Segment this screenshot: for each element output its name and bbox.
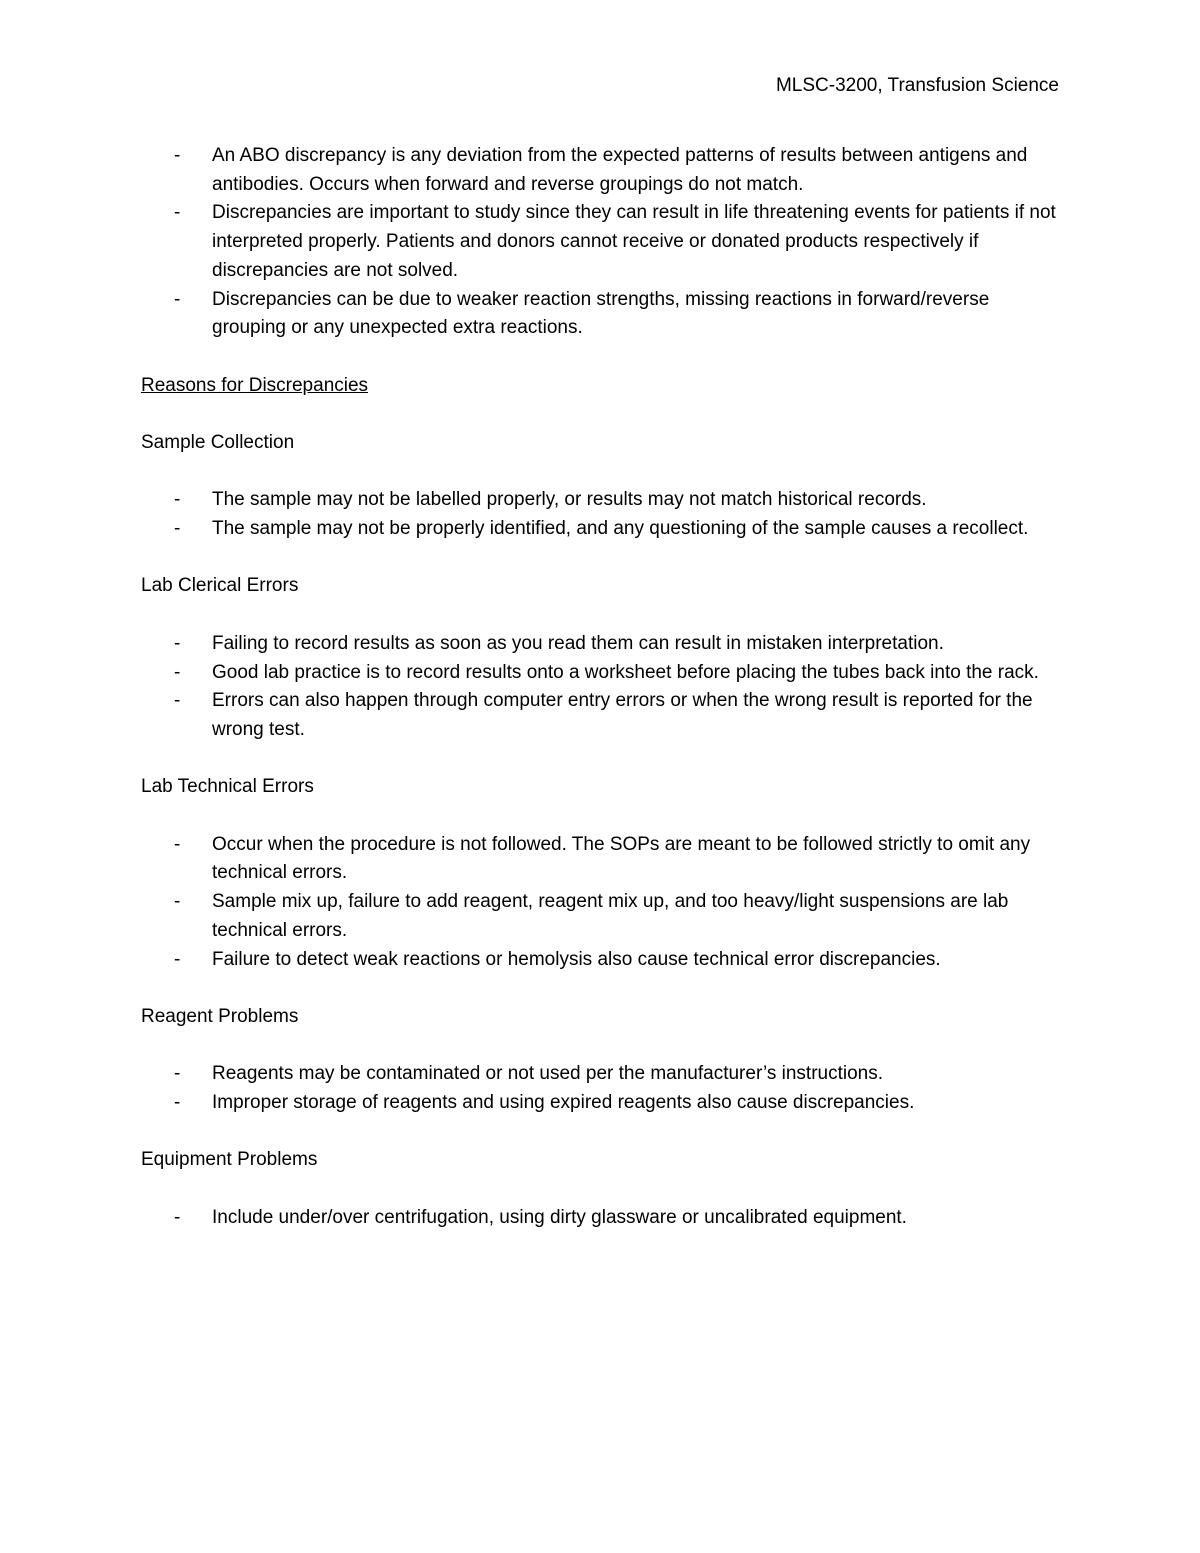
list-item — [141, 142, 1061, 199]
list-item-text: Occur when the procedure is not followed. The SOPs are meant to be followed strictly to omit any technical errors. — [212, 833, 1031, 884]
dash-marker: - — [174, 1092, 181, 1114]
list-item-text: Sample mix up, failure to add reagent, reagent mix up, and too heavy/light suspensions are lab technical errors. — [212, 891, 1009, 941]
equipment-problems-heading: Equipment Problems — [141, 1149, 318, 1171]
list-item — [141, 630, 1061, 659]
dash-marker: - — [174, 1206, 181, 1228]
list-item-text: The sample may not be labelled properly, or results may not match historical records. — [212, 489, 927, 511]
list-item — [141, 1060, 1061, 1089]
dash-marker: - — [174, 690, 181, 712]
equipment-problems-list — [141, 1204, 1061, 1233]
dash-marker: - — [174, 833, 181, 855]
dash-marker: - — [174, 1063, 181, 1085]
list-item-text: The sample may not be properly identified, and any questioning of the sample causes a recollect. — [212, 518, 1029, 540]
list-item — [141, 1204, 1061, 1233]
technical-errors-list — [141, 831, 1061, 975]
sample-collection-list — [141, 486, 1061, 543]
dash-marker: - — [174, 632, 181, 654]
list-item — [141, 286, 1061, 343]
reagent-problems-heading: Reagent Problems — [141, 1005, 299, 1027]
dash-marker: - — [174, 288, 181, 310]
list-item — [141, 888, 1061, 945]
list-item — [141, 1089, 1061, 1118]
list-item-text: Discrepancies can be due to weaker reaction strengths, missing reactions in forward/reverse grouping or any unexpected extra reactions. — [212, 288, 990, 339]
dash-marker: - — [174, 202, 181, 224]
intro-list — [141, 142, 1061, 343]
list-item — [141, 831, 1061, 888]
running-header: MLSC-3200, Transfusion Science — [775, 75, 1059, 96]
list-item — [141, 486, 1061, 515]
reagent-problems-list — [141, 1060, 1061, 1117]
list-item-text: Reagents may be contaminated or not used per the manufacturer’s instructions. — [212, 1063, 884, 1085]
dash-marker: - — [174, 145, 181, 166]
list-item-text: Improper storage of reagents and using expired reagents also cause discrepancies. — [212, 1092, 915, 1114]
reasons-heading: Reasons for Discrepancies — [141, 374, 369, 396]
list-item-text: Errors can also happen through computer entry errors or when the wrong result is reported for the wrong test. — [212, 690, 1033, 740]
dash-marker: - — [174, 489, 181, 511]
list-item — [141, 199, 1061, 285]
technical-errors-heading: Lab Technical Errors — [141, 776, 314, 798]
dash-marker: - — [174, 661, 181, 683]
list-item-text: Failing to record results as soon as you read them can result in mistaken interpretation. — [212, 632, 944, 654]
list-item — [141, 687, 1061, 744]
sample-collection-heading: Sample Collection — [141, 432, 295, 453]
list-item — [141, 659, 1061, 688]
clerical-errors-heading: Lab Clerical Errors — [141, 575, 299, 597]
clerical-errors-list — [141, 630, 1061, 745]
list-item — [141, 946, 1061, 975]
list-item-text: An ABO discrepancy is any deviation from the expected patterns of results between antigens and antibodies. Occurs when forward and reverse groupings do not match. — [212, 145, 1028, 195]
list-item-text: Failure to detect weak reactions or hemolysis also cause technical error discrepancies. — [212, 948, 941, 970]
dash-marker: - — [174, 891, 181, 913]
list-item-text: Discrepancies are important to study since they can result in life threatening events for patients if not interpreted properly. Patients and donors cannot receive or donated products respectively if discrepancies are not solved. — [212, 202, 1056, 281]
list-item-text: Include under/over centrifugation, using dirty glassware or uncalibrated equipment. — [212, 1206, 907, 1228]
list-item — [141, 515, 1061, 544]
dash-marker: - — [174, 518, 181, 540]
document-body — [141, 142, 1061, 1233]
dash-marker: - — [174, 948, 181, 970]
list-item-text: Good lab practice is to record results onto a worksheet before placing the tubes back into the rack. — [212, 661, 1039, 683]
